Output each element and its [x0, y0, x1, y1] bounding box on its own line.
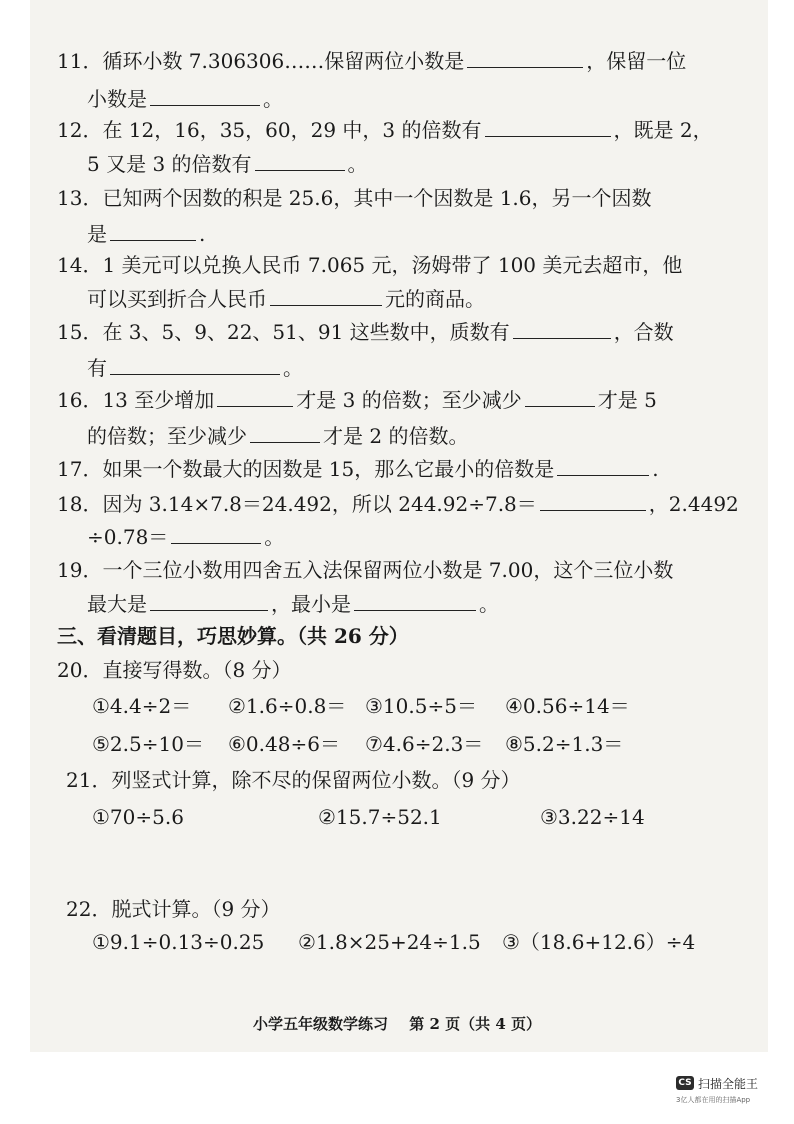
q20-row-1 [0, 693, 794, 719]
answer-blank[interactable] [217, 386, 293, 407]
answer-blank[interactable] [513, 318, 611, 339]
camscanner-subtitle: 3亿人都在用的扫描App [676, 1096, 751, 1104]
question-19: 19．一个三位小数用四舍五入法保留两位小数是 7.00，这个三位小数 [57, 558, 674, 582]
question-12-cont: 5 又是 3 的倍数有 。 [87, 152, 368, 176]
answer-blank[interactable] [150, 590, 268, 611]
answer-blank[interactable] [354, 590, 476, 611]
q22-item: ②1.8×25+24÷1.5 [298, 930, 481, 954]
answer-blank[interactable] [467, 47, 583, 68]
answer-blank[interactable] [171, 523, 261, 544]
answer-blank[interactable] [485, 116, 611, 137]
question-15-cont: 有 。 [87, 356, 303, 380]
answer-blank[interactable] [150, 85, 260, 106]
answer-blank[interactable] [270, 285, 382, 306]
answer-blank[interactable] [110, 220, 196, 241]
question-11-cont: 小数是 。 [87, 87, 283, 111]
question-12: 12．在 12，16，35，60，29 中，3 的倍数有 ，既是 2， [57, 118, 713, 142]
question-15: 15．在 3、5、9、22、51、91 这些数中，质数有 ，合数 [57, 320, 674, 344]
q20-item: ④0.56÷14＝ [505, 694, 630, 718]
camscanner-name: 扫描全能王 [698, 1077, 759, 1091]
q22-item: ①9.1÷0.13÷0.25 [92, 930, 265, 954]
q20-item: ⑦4.6÷2.3＝ [365, 732, 484, 756]
question-13: 13．已知两个因数的积是 25.6，其中一个因数是 1.6，另一个因数 [57, 186, 652, 210]
q22-row [0, 929, 794, 955]
footer-title: 小学五年级数学练习 [252, 1015, 388, 1033]
q20-row-2 [0, 731, 794, 757]
question-14: 14．1 美元可以兑换人民币 7.065 元，汤姆带了 100 美元去超市，他 [57, 253, 683, 277]
question-22-title: 22．脱式计算。（9 分） [66, 897, 281, 921]
question-17: 17．如果一个数最大的因数是 15，那么它最小的倍数是 . [57, 457, 659, 481]
section-heading: 三、看清题目，巧思妙算。（共 26 分） [57, 624, 409, 648]
q20-item: ⑧5.2÷1.3＝ [505, 732, 624, 756]
q20-item: ②1.6÷0.8＝ [228, 694, 347, 718]
question-11: 11．循环小数 7.306306……保留两位小数是 ，保留一位 [57, 49, 687, 73]
camscanner-logo-icon: CS [676, 1076, 694, 1090]
answer-blank[interactable] [110, 354, 280, 375]
q21-item: ③3.22÷14 [540, 805, 645, 829]
q20-item: ③10.5÷5＝ [365, 694, 477, 718]
page-number: 第 2 页（共 4 页） [409, 1015, 541, 1033]
question-18: 18．因为 3.14×7.8＝24.492，所以 244.92÷7.8＝ ，2.4492 [57, 492, 739, 516]
q20-item: ⑥0.48÷6＝ [228, 732, 340, 756]
question-16-cont: 的倍数；至少减少 才是 2 的倍数。 [87, 424, 469, 448]
answer-blank[interactable] [255, 150, 345, 171]
q21-row [0, 804, 794, 830]
q20-item: ①4.4÷2＝ [92, 694, 192, 718]
question-13-cont: 是 . [87, 222, 206, 246]
page-footer [0, 1013, 794, 1034]
question-16: 16．13 至少增加 才是 3 的倍数；至少减少 才是 5 [57, 388, 657, 412]
q22-item: ③（18.6+12.6）÷4 [502, 930, 696, 954]
answer-blank[interactable] [250, 422, 320, 443]
answer-blank[interactable] [540, 490, 646, 511]
question-20-title: 20．直接写得数。（8 分） [57, 658, 292, 682]
question-18-cont: ÷0.78＝ 。 [87, 525, 285, 549]
answer-blank[interactable] [557, 455, 649, 476]
q21-item: ②15.7÷52.1 [318, 805, 442, 829]
question-21-title: 21．列竖式计算，除不尽的保留两位小数。（9 分） [66, 768, 521, 792]
answer-blank[interactable] [525, 386, 595, 407]
q21-item: ①70÷5.6 [92, 805, 184, 829]
question-14-cont: 可以买到折合人民币 元的商品。 [87, 287, 485, 311]
question-19-cont: 最大是 ，最小是 。 [87, 592, 499, 616]
q20-item: ⑤2.5÷10＝ [92, 732, 204, 756]
